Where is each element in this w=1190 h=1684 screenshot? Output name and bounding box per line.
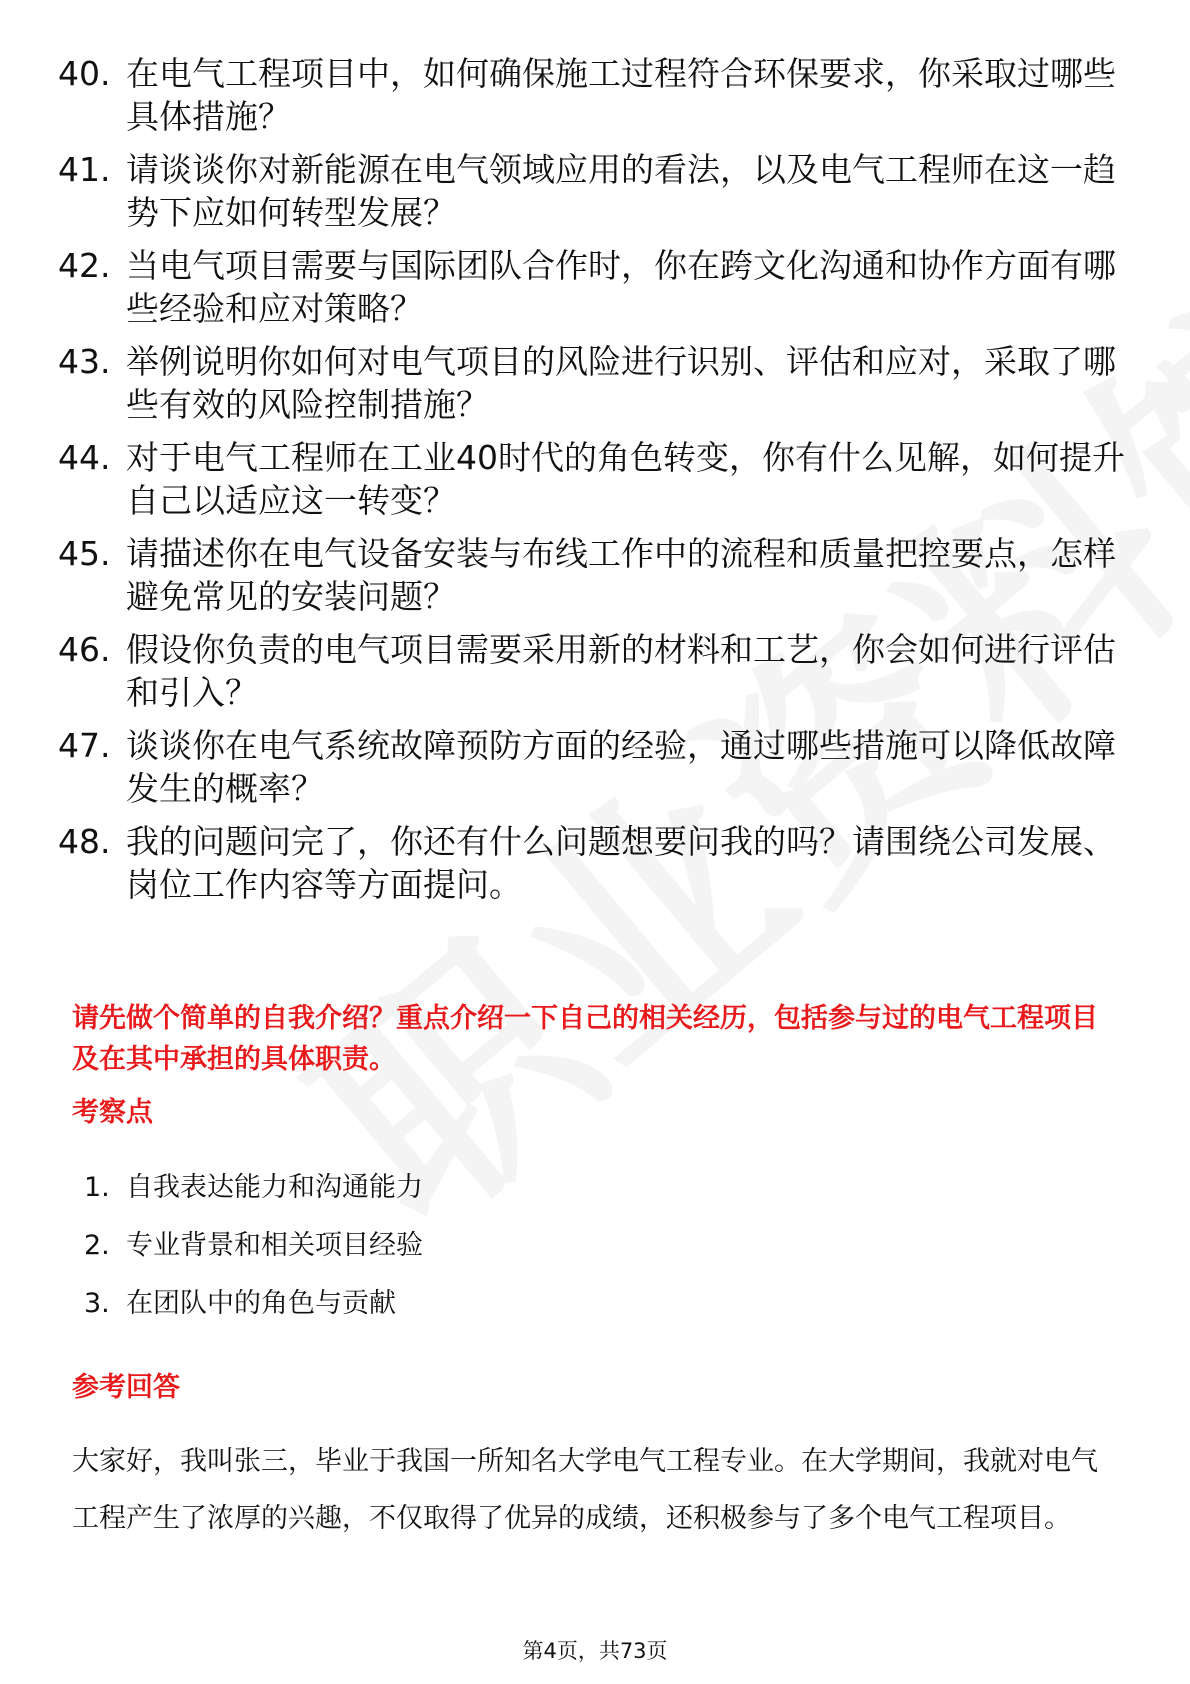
question-number: 48.	[58, 822, 111, 861]
question-text: 对于电气工程师在工业40时代的角色转变，你有什么见解，如何提升自己以适应这一转变？	[126, 438, 1125, 520]
question-item	[58, 820, 1128, 906]
question-item	[58, 340, 1128, 426]
focus-point-item	[84, 1284, 423, 1324]
question-text: 举例说明你如何对电气项目的风险进行识别、评估和应对，采取了哪些有效的风险控制措施？	[126, 342, 1116, 424]
question-item	[58, 436, 1128, 522]
question-number: 45.	[58, 534, 111, 573]
question-list	[58, 52, 1128, 916]
question-number: 47.	[58, 726, 111, 765]
question-number: 40.	[58, 54, 111, 93]
question-text: 谈谈你在电气系统故障预防方面的经验，通过哪些措施可以降低故障发生的概率？	[126, 726, 1116, 808]
question-item	[58, 724, 1128, 810]
focus-point-item	[84, 1226, 423, 1266]
focus-point-number: 2.	[84, 1230, 110, 1261]
question-item	[58, 628, 1128, 714]
main-question-heading: 请先做个简单的自我介绍？重点介绍一下自己的相关经历，包括参与过的电气工程项目及在其中承担的具体职责。	[72, 1003, 1098, 1075]
question-text: 假设你负责的电气项目需要采用新的材料和工艺，你会如何进行评估和引入？	[126, 630, 1116, 712]
page-footer: 第4页，共73页	[522, 1639, 668, 1663]
reference-answer-heading: 参考回答	[72, 1372, 180, 1403]
question-number: 41.	[58, 150, 111, 189]
question-item	[58, 52, 1128, 138]
question-number: 44.	[58, 438, 111, 477]
question-text: 当电气项目需要与国际团队合作时，你在跨文化沟通和协作方面有哪些经验和应对策略？	[126, 246, 1116, 328]
reference-answer-text: 大家好，我叫张三，毕业于我国一所知名大学电气工程专业。在大学期间，我就对电气工程产生了浓厚的兴趣，不仅取得了优异的成绩，还积极参与了多个电气工程项目。	[72, 1446, 1098, 1534]
focus-point-text: 自我表达能力和沟通能力	[126, 1172, 423, 1203]
question-text: 在电气工程项目中，如何确保施工过程符合环保要求，你采取过哪些具体措施？	[126, 54, 1116, 136]
question-item	[58, 532, 1128, 618]
focus-point-text: 专业背景和相关项目经验	[126, 1230, 423, 1261]
focus-point-number: 3.	[84, 1288, 110, 1319]
question-text: 请谈谈你对新能源在电气领域应用的看法，以及电气工程师在这一趋势下应如何转型发展？	[126, 150, 1116, 232]
question-number: 46.	[58, 630, 111, 669]
focus-point-number: 1.	[84, 1172, 110, 1203]
question-text: 请描述你在电气设备安装与布线工作中的流程和质量把控要点，怎样避免常见的安装问题？	[126, 534, 1116, 616]
focus-points-heading: 考察点	[72, 1097, 153, 1128]
question-number: 43.	[58, 342, 111, 381]
question-number: 42.	[58, 246, 111, 285]
focus-point-item	[84, 1168, 423, 1208]
question-item	[58, 244, 1128, 330]
focus-points-list	[84, 1168, 423, 1342]
focus-point-text: 在团队中的角色与贡献	[126, 1288, 396, 1319]
question-item	[58, 148, 1128, 234]
question-text: 我的问题问完了，你还有什么问题想要问我的吗？请围绕公司发展、岗位工作内容等方面提问。	[126, 822, 1116, 904]
